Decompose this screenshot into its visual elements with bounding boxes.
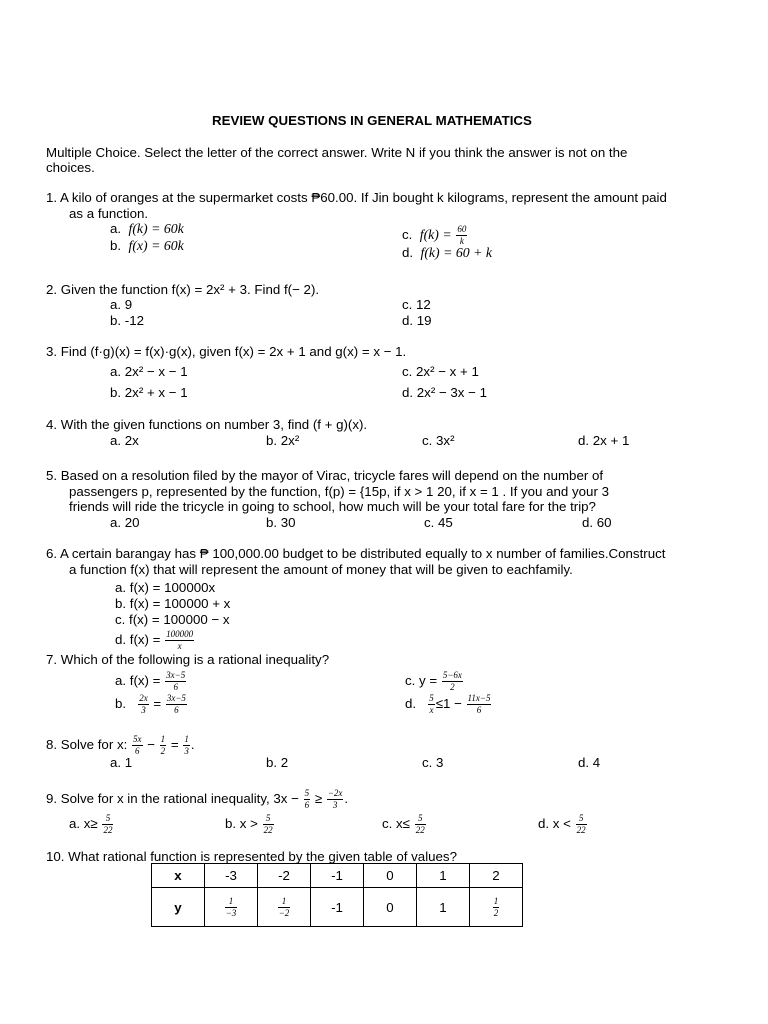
table-cell: 0 — [364, 888, 417, 927]
fraction: $\frac{3x-5}{6}$ — [166, 670, 186, 692]
q8-stem: 8. Solve for x: $\frac{5x}{6}$ − $\frac{1}{2}$ = $\frac{1}{3}$ . — [46, 734, 195, 756]
values-table — [151, 863, 523, 927]
q2-stem: 2. Given the function f(x) = 2x² + 3. Find f(− 2). — [46, 282, 320, 297]
fraction: $\frac{5}{22}$ — [103, 813, 113, 835]
q1-stem-line-1: 1. A kilo of oranges at the supermarket costs ₱60.00. If Jin bought k kilograms, represent the amount paid — [46, 190, 667, 205]
q4-choice-b: b. 2x² — [266, 433, 300, 448]
q5-choice-d: d. 60 — [582, 515, 612, 530]
q7-choice-d: d. $\frac{5}{x}$ ≤1 − $\frac{11x-5}{6}$ — [405, 693, 491, 715]
fraction: $\frac{1}{-3}$ — [225, 895, 237, 918]
q1-choice-b: b. f(x) = 60k — [110, 238, 184, 253]
table-cell: -1 — [311, 888, 364, 927]
table-cell: 1 — [417, 888, 470, 927]
q6-choice-b: b. f(x) = 100000 + x — [115, 596, 231, 611]
fraction: $\frac{5}{22}$ — [263, 813, 273, 835]
instructions-line-1: Multiple Choice. Select the letter of the correct answer. Write N if you think the answer is not on the — [46, 145, 628, 160]
q5-choice-b: b. 30 — [266, 515, 296, 530]
q7-choice-c: c. y = $\frac{5-6x}{2}$ — [405, 670, 462, 692]
q8-choice-c: c. 3 — [422, 755, 444, 770]
q8-choice-a: a. 1 — [110, 755, 133, 770]
q6-choice-c: c. f(x) = 100000 − x — [115, 612, 230, 627]
page-title: REVIEW QUESTIONS IN GENERAL MATHEMATICS — [212, 113, 532, 128]
q8-choice-b: b. 2 — [266, 755, 289, 770]
table-cell: -3 — [205, 864, 258, 888]
table-header-y: y — [152, 888, 205, 927]
fraction: $\frac{5}{6}$ — [304, 788, 310, 810]
q1-choice-d: d. f(k) = 60 + k — [402, 245, 492, 260]
q9-choice-a: a. x≥ $\frac{5}{22}$ — [69, 813, 113, 835]
q9-choice-d: d. x < $\frac{5}{22}$ — [538, 813, 586, 835]
q3-stem: 3. Find (f·g)(x) = f(x)·g(x), given f(x) = 2x + 1 and g(x) = x − 1. — [46, 344, 407, 359]
q2-choice-a: a. 9 — [110, 297, 133, 312]
fraction: $\frac{1}{3}$ — [184, 734, 189, 756]
table-header-x: x — [152, 864, 205, 888]
q7-choice-a: a. f(x) = $\frac{3x-5}{6}$ — [115, 670, 186, 692]
fraction: $\frac{-2x}{3}$ — [327, 788, 343, 810]
q6-stem-line-1: 6. A certain barangay has ₱ 100,000.00 budget to be distributed equally to x number of families.Construct — [46, 546, 666, 561]
table-cell — [205, 888, 258, 927]
table-cell: -1 — [311, 864, 364, 888]
table-row-y — [152, 888, 523, 927]
fraction: $\frac{1}{2}$ — [160, 734, 166, 756]
table-cell: 0 — [364, 864, 417, 888]
q2-choice-d: d. 19 — [402, 313, 432, 328]
q3-choice-c: c. 2x² − x + 1 — [402, 364, 479, 379]
q1-choice-a: a. f(k) = 60k — [110, 221, 184, 236]
fraction: $\frac{5}{22}$ — [576, 813, 586, 835]
q5-stem-line-3: friends will ride the tricycle in going to school, how much will be your total fare for the trip? — [69, 499, 596, 514]
q7-stem: 7. Which of the following is a rational inequality? — [46, 652, 330, 667]
fraction: $\frac{2x}{3}$ — [139, 693, 148, 715]
fraction: $\frac{3x-5}{6}$ — [166, 693, 186, 715]
fraction: $\frac{5}{22}$ — [415, 813, 425, 835]
q5-stem-line-1: 5. Based on a resolution filed by the mayor of Virac, tricycle fares will depend on the number of — [46, 468, 604, 483]
q9-choice-b: b. x > $\frac{5}{22}$ — [225, 813, 273, 835]
fraction: $\frac{5}{x}$ — [429, 693, 434, 715]
q4-choice-a: a. 2x — [110, 433, 139, 448]
q4-stem: 4. With the given functions on number 3, find (f + g)(x). — [46, 417, 368, 432]
q3-choice-b: b. 2x² + x − 1 — [110, 385, 188, 400]
table-cell — [470, 888, 523, 927]
q9-choice-c: c. x≤ $\frac{5}{22}$ — [382, 813, 425, 835]
q5-choice-a: a. 20 — [110, 515, 140, 530]
fraction: $\frac{5x}{6}$ — [133, 734, 142, 756]
q4-choice-c: c. 3x² — [422, 433, 455, 448]
q3-choice-a: a. 2x² − x − 1 — [110, 364, 188, 379]
fraction: $\frac{100000}{x}$ — [166, 629, 194, 651]
q7-choice-b: b. $\frac{2x}{3}$ = $\frac{3x-5}{6}$ — [115, 693, 186, 715]
q2-choice-b: b. -12 — [110, 313, 145, 328]
fraction: $\frac{60}{k}$ — [457, 224, 467, 246]
table-cell — [258, 888, 311, 927]
q1-choice-c: c. f(k) = $\frac{60}{k}$ — [402, 224, 467, 246]
q6-stem-line-2: a function f(x) that will represent the amount of money that will be given to eachfamily. — [69, 562, 573, 577]
fraction: $\frac{5-6x}{2}$ — [442, 670, 462, 692]
q1-stem-line-2: as a function. — [69, 206, 149, 221]
q8-choice-d: d. 4 — [578, 755, 601, 770]
q4-choice-d: d. 2x + 1 — [578, 433, 630, 448]
q5-stem-line-2: passengers p, represented by the function, f(p) = {15p, if x > 1 20, if x = 1 . If you and your 3 — [69, 484, 609, 499]
fraction: $\frac{1}{2}$ — [493, 895, 499, 918]
q3-choice-d: d. 2x² − 3x − 1 — [402, 385, 488, 400]
q5-choice-c: c. 45 — [424, 515, 453, 530]
q2-choice-c: c. 12 — [402, 297, 431, 312]
table-cell: -2 — [258, 864, 311, 888]
table-cell: 2 — [470, 864, 523, 888]
q6-choice-a: a. f(x) = 100000x — [115, 580, 216, 595]
table-row-x — [152, 864, 523, 888]
fraction: $\frac{11x-5}{6}$ — [467, 693, 491, 715]
instructions-line-2: choices. — [46, 160, 95, 175]
table-cell: 1 — [417, 864, 470, 888]
q9-stem: 9. Solve for x in the rational inequality, 3x − $\frac{5}{6}$ ≥ $\frac{-2x}{3}$ . — [46, 788, 349, 810]
q6-choice-d: d. f(x) = $\frac{100000}{x}$ — [115, 629, 194, 651]
q10-stem: 10. What rational function is represented by the given table of values? — [46, 849, 457, 864]
fraction: $\frac{1}{-2}$ — [278, 895, 290, 918]
